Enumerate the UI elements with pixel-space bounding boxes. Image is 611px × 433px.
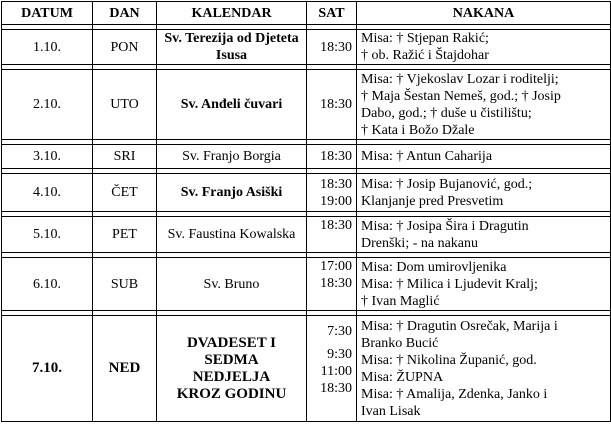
time-value: 18:30 (320, 149, 352, 164)
time-spacer (311, 397, 352, 414)
intention-cell (357, 70, 611, 140)
day-cell: UTO (93, 70, 157, 140)
intention-line: Misa: † Amalija, Zdenka, Janko i (361, 386, 548, 402)
table-row (2, 258, 611, 311)
table-row (2, 217, 611, 253)
intention-line: Misa: † Milica i Ljudevit Kralj; (361, 276, 538, 292)
time-value: 18:30 (320, 39, 352, 55)
date-cell: 1.10. (2, 30, 93, 65)
intention-cell (357, 30, 611, 65)
header-sat: SAT (307, 2, 357, 25)
time-value: 9:30 (327, 347, 352, 362)
intention-line: Drenški; - na nakanu (361, 235, 479, 251)
intention-cell (357, 217, 611, 253)
intention-line: † Ivan Maglić (361, 293, 440, 309)
intention-line: † Kata i Božo Džale (361, 122, 475, 138)
date-cell: 4.10. (2, 174, 93, 212)
calendar-cell: Sv. Anđeli čuvari (157, 70, 307, 140)
date-cell: 5.10. (2, 217, 93, 253)
time-value: 17:00 (320, 259, 352, 274)
time-value: 18:30 (320, 381, 352, 396)
time-cell (307, 145, 357, 169)
date-cell: 7.10. (2, 316, 93, 422)
header-row (2, 2, 611, 25)
day-cell: PON (93, 30, 157, 65)
calendar-cell: Sv. Bruno (157, 258, 307, 311)
intention-line: Misa: † Dragutin Osrečak, Marija i (361, 318, 558, 334)
intention-line: Misa: † Nikolina Županić, god. (361, 352, 537, 368)
time-cell (307, 217, 357, 253)
intention-cell (357, 258, 611, 311)
table-row (2, 30, 611, 65)
intention-line: Misa: Dom umirovljenika (361, 259, 507, 275)
time-value: 18:30 (320, 276, 352, 291)
table-row (2, 70, 611, 140)
table-row (2, 174, 611, 212)
calendar-cell: Sv. Terezija od Djeteta Isusa (157, 30, 307, 65)
time-cell (307, 30, 357, 65)
day-cell: PET (93, 217, 157, 253)
intention-line: Misa: ŽUPNA (361, 369, 444, 385)
time-cell (307, 316, 357, 422)
day-cell: SUB (93, 258, 157, 311)
time-value: 18:30 (320, 218, 352, 233)
time-cell (307, 70, 357, 140)
time-value: 11:00 (320, 364, 352, 379)
time-cell (307, 174, 357, 212)
intention-cell (357, 145, 611, 169)
intention-line: † ob. Ražić i Štajdohar (361, 48, 489, 63)
intention-line: Misa: † Antun Caharija (361, 149, 493, 164)
header-datum: DATUM (2, 2, 93, 25)
time-value: 7:30 (327, 324, 352, 339)
intention-line: Misa: † Stjepan Rakić; (361, 31, 489, 46)
date-cell: 6.10. (2, 258, 93, 311)
calendar-cell: Sv. Faustina Kowalska (157, 217, 307, 253)
calendar-cell: Sv. Franjo Borgia (157, 145, 307, 169)
intention-cell (357, 316, 611, 422)
calendar-cell: DVADESET I SEDMA NEDJELJA KROZ GODINU (157, 316, 307, 422)
intention-cell (357, 174, 611, 212)
header-kalendar: KALENDAR (157, 2, 307, 25)
date-cell: 3.10. (2, 145, 93, 169)
day-cell: SRI (93, 145, 157, 169)
time-cell (307, 258, 357, 311)
intention-line: Misa: † Vjekoslav Lozar i roditelji; (361, 71, 559, 87)
intention-line: Dabo, god.; † duše u čistilištu; (361, 105, 532, 121)
table-row (2, 145, 611, 169)
day-cell: NED (93, 316, 157, 422)
intention-line: Misa: † Josipa Šira i Dragutin (361, 218, 529, 234)
time-value: 18:30 (320, 176, 352, 192)
day-cell: ČET (93, 174, 157, 212)
intention-line: Ivan Lisak (361, 403, 421, 419)
calendar-cell: Sv. Franjo Asiški (157, 174, 307, 212)
intention-line: Branko Bucić (361, 335, 439, 351)
time-value: 18:30 (320, 97, 352, 112)
date-cell: 2.10. (2, 70, 93, 140)
table-row (2, 316, 611, 422)
header-nakana: NAKANA (357, 2, 611, 25)
header-dan: DAN (93, 2, 157, 25)
time-value: 19:00 (320, 193, 352, 209)
intention-line: † Maja Šestan Nemeš, god.; † Josip (361, 88, 561, 104)
mass-schedule-table (1, 1, 611, 422)
intention-line: Klanjanje pred Presvetim (361, 193, 504, 209)
intention-line: Misa: † Josip Bujanović, god.; (361, 176, 533, 192)
